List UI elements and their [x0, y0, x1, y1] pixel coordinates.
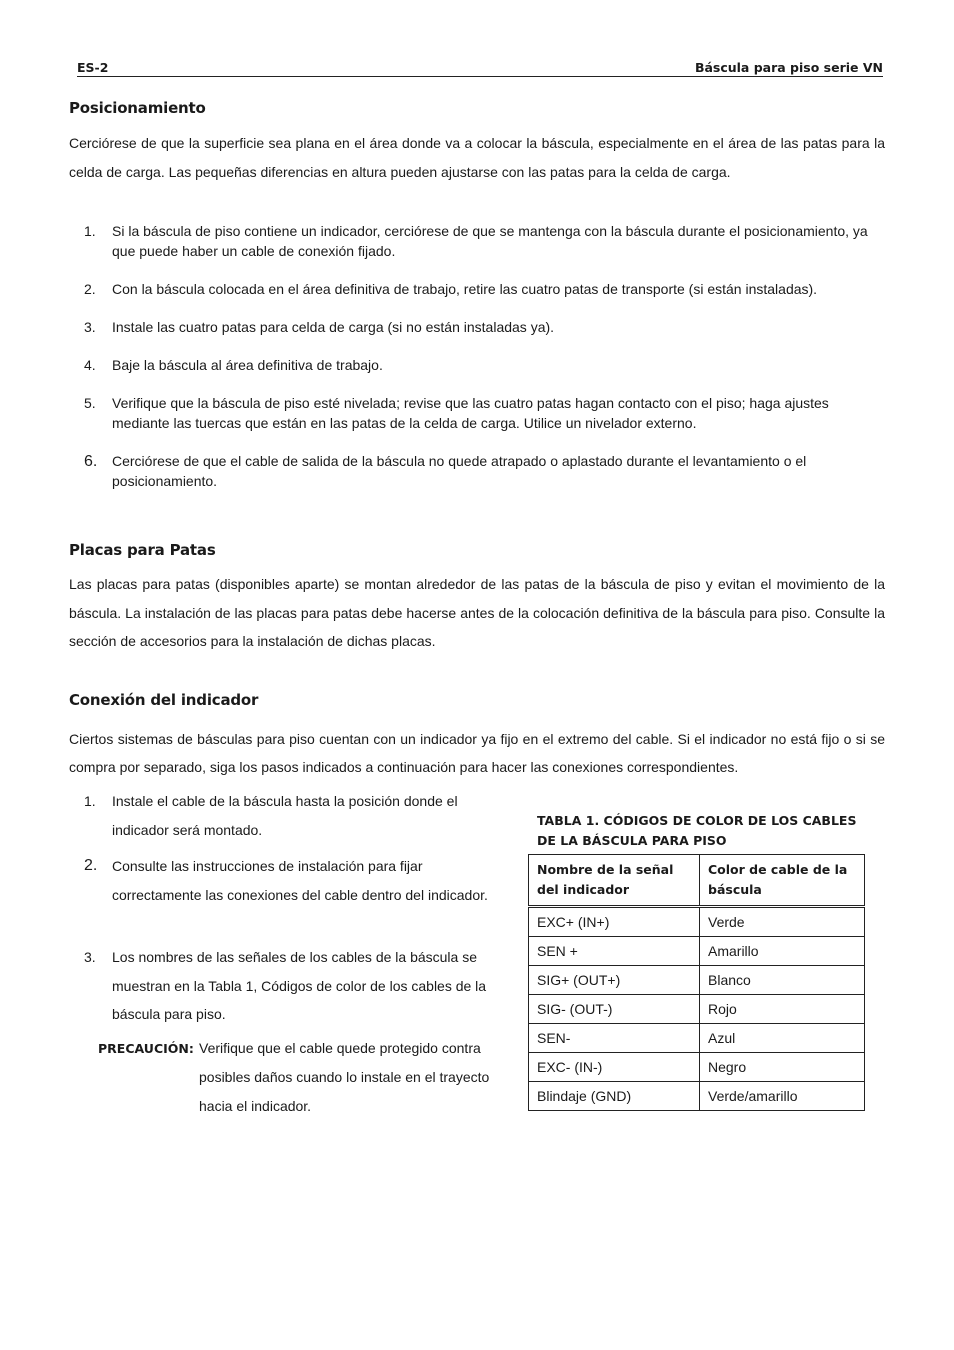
- step-text: Los nombres de las señales de los cables de la báscula se muestran en la Tabla 1, Códigos de color de los cables de la báscula para piso.: [112, 949, 487, 1022]
- column-header: Nombre de la señal del indicador: [529, 855, 700, 907]
- step-number: 4.: [84, 357, 96, 373]
- table-row: [529, 995, 865, 1024]
- step-text: Con la báscula colocada en el área definitiva de trabajo, retire las cuatro patas de transporte (si están instaladas).: [112, 281, 818, 297]
- footplates-text: Las placas para patas (disponibles aparte) se montan alrededor de las patas de la báscula de piso y evitan el movimiento de la báscula. La instalación de las placas para patas debe hacerse antes de la colocación definitiva de la báscula para piso. Consulte la sección de accesorios para la instalación de dichas placas.: [69, 576, 885, 649]
- document-title: Báscula para piso serie VN: [694, 60, 883, 75]
- table-caption: TABLA 1. CÓDIGOS DE COLOR DE LOS CABLES DE LA BÁSCULA PARA PISO: [537, 813, 857, 848]
- step-text: Instale las cuatro patas para celda de carga (si no están instaladas ya).: [112, 319, 555, 335]
- signal-name-cell: SEN +: [529, 937, 700, 966]
- step-number: 3.: [84, 319, 96, 335]
- cable-color-table: [528, 854, 865, 1111]
- signal-name-cell: SIG+ (OUT+): [529, 966, 700, 995]
- cable-color-cell: Verde/amarillo: [700, 1082, 865, 1111]
- cable-color-cell: Negro: [700, 1053, 865, 1082]
- positioning-step: [84, 394, 884, 433]
- step-number: 2.: [84, 281, 96, 297]
- page-number: ES-2: [77, 60, 109, 75]
- step-text: Instale el cable de la báscula hasta la posición donde el indicador será montado.: [112, 793, 458, 838]
- indicator-intro: Ciertos sistemas de básculas para piso cuentan con un indicador ya fijo en el extremo del cable. Si el indicador no está fijo o si se compra por separado, siga los pasos indicados a continuación para hacer las conexiones correspondientes.: [69, 731, 885, 775]
- table-row: [529, 1082, 865, 1111]
- indicator-step: [84, 787, 494, 844]
- section-heading-footplates: Placas para Patas: [69, 541, 216, 559]
- section-heading-indicator: Conexión del indicador: [69, 691, 259, 709]
- signal-name-cell: Blindaje (GND): [529, 1082, 700, 1111]
- signal-name-cell: EXC- (IN-): [529, 1053, 700, 1082]
- step-number: 3.: [84, 949, 96, 965]
- indicator-step: [84, 943, 494, 1029]
- step-number: 1.: [84, 793, 96, 809]
- step-text: Consulte las instrucciones de instalación para fijar correctamente las conexiones del cable dentro del indicador.: [112, 858, 488, 903]
- positioning-step: [84, 318, 884, 338]
- caution-text: Verifique que el cable quede protegido contra posibles daños cuando lo instale en el trayecto hacia el indicador.: [199, 1040, 490, 1114]
- table-header-row: [529, 855, 865, 907]
- cable-color-cell: Blanco: [700, 966, 865, 995]
- step-number: 5.: [84, 395, 96, 411]
- table-row: [529, 937, 865, 966]
- cable-color-cell: Rojo: [700, 995, 865, 1024]
- table-row: [529, 1053, 865, 1082]
- caution-note: [98, 1034, 498, 1121]
- positioning-step: [84, 452, 884, 491]
- step-text: Cerciórese de que el cable de salida de la báscula no quede atrapado o aplastado durante el levantamiento o el posicionamiento.: [112, 453, 807, 489]
- signal-name-cell: EXC+ (IN+): [529, 907, 700, 937]
- column-header: Color de cable de la báscula: [700, 855, 865, 907]
- step-number: 2.: [84, 857, 98, 874]
- table-row: [529, 907, 865, 937]
- step-text: Si la báscula de piso contiene un indicador, cerciórese de que se mantenga con la báscula durante el posicionamiento, ya que puede haber un cable de conexión fijado.: [112, 223, 868, 259]
- signal-name-cell: SIG- (OUT-): [529, 995, 700, 1024]
- caution-label: PRECAUCIÓN:: [98, 1041, 194, 1056]
- table-row: [529, 1024, 865, 1053]
- positioning-step: [84, 280, 884, 300]
- step-number: 6.: [84, 453, 98, 470]
- step-number: 1.: [84, 223, 96, 239]
- step-text: Verifique que la báscula de piso esté nivelada; revise que las cuatro patas hagan contacto con el piso; haga ajustes mediante las tuercas que están en las patas de la celda de carga. Utilice un nivelador externo.: [112, 395, 829, 431]
- positioning-step: [84, 222, 884, 261]
- page-header: [77, 59, 883, 77]
- section-heading-positioning: Posicionamiento: [69, 99, 206, 117]
- cable-color-cell: Azul: [700, 1024, 865, 1053]
- cable-color-cell: Amarillo: [700, 937, 865, 966]
- signal-name-cell: SEN-: [529, 1024, 700, 1053]
- table-row: [529, 966, 865, 995]
- indicator-step: [84, 852, 494, 909]
- positioning-intro: Cerciórese de que la superficie sea plana en el área donde va a colocar la báscula, especialmente en el área de las patas para la celda de carga. Las pequeñas diferencias en altura pueden ajustarse con las patas para la celda de carga.: [69, 135, 885, 180]
- step-text: Baje la báscula al área definitiva de trabajo.: [112, 357, 383, 373]
- positioning-step: [84, 356, 884, 376]
- cable-color-cell: Verde: [700, 907, 865, 937]
